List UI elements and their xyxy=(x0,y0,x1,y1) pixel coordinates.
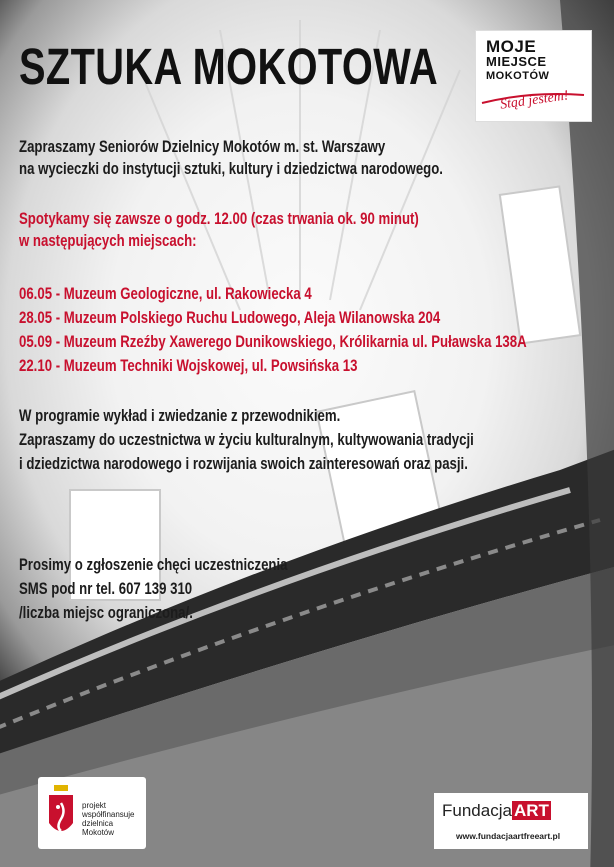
page-title: SZTUKA MOKOTOWA xyxy=(19,38,439,95)
meeting-line-2: w następujących miejscach: xyxy=(19,232,197,250)
event-item: 05.09 - Muzeum Rzeźby Xawerego Dunikowskiego, Królikarnia ul. Puławska 138A xyxy=(19,333,527,351)
meeting-line-1: Spotykamy się zawsze o godz. 12.00 (czas trwania ok. 90 minut) xyxy=(19,210,419,228)
fundacja-art-logo xyxy=(434,793,588,849)
event-item: 28.05 - Muzeum Polskiego Ruchu Ludowego, Aleja Wilanowska 204 xyxy=(19,309,441,327)
intro-line-2: na wycieczki do instytucji sztuki, kultury i dziedzictwa narodowego. xyxy=(19,160,443,178)
cofinance-line: dzielnica xyxy=(82,819,114,828)
logo-line-2: MIEJSCE xyxy=(486,54,547,69)
logo-line-1: MOJE xyxy=(486,37,537,56)
cofinance-line: współfinansuje xyxy=(82,810,135,819)
signup-line-1: Prosimy o zgłoszenie chęci uczestniczenia xyxy=(19,556,288,574)
foundation-name xyxy=(442,801,551,821)
cofinance-text xyxy=(82,801,134,837)
program-line-2: Zapraszamy do uczestnictwa w życiu kulturalnym, kultywowania tradycji xyxy=(19,431,474,449)
intro-line-1: Zapraszamy Seniorów Dzielnicy Mokotów m. st. Warszawy xyxy=(19,138,386,156)
foundation-art-badge: ART xyxy=(513,801,549,820)
program-line-1: W programie wykład i zwiedzanie z przewodnikiem. xyxy=(19,407,341,425)
foundation-url: www.fundacjaartfreeart.pl xyxy=(456,831,561,841)
moje-miejsce-mokotow-logo xyxy=(475,30,592,122)
cofinance-line: projekt xyxy=(82,801,107,810)
mokotow-cofinance-logo xyxy=(38,777,146,849)
cofinance-line: Mokotów xyxy=(82,828,115,837)
event-item: 22.10 - Muzeum Techniki Wojskowej, ul. Powsińska 13 xyxy=(19,357,358,375)
warsaw-crest-icon xyxy=(46,783,76,841)
foundation-name-text: Fundacja xyxy=(442,801,512,820)
logo-line-3: MOKOTÓW xyxy=(486,70,550,82)
program-line-3: i dziedzictwa narodowego i rozwijania swoich zainteresowań oraz pasji. xyxy=(19,455,468,473)
signup-line-3: /liczba miejsc ograniczona/. xyxy=(19,604,193,622)
logo-wordmark xyxy=(486,39,549,84)
event-item: 06.05 - Muzeum Geologiczne, ul. Rakowiecka 4 xyxy=(19,285,312,303)
logo-slogan: Stąd jestem! xyxy=(499,88,570,113)
signup-phone: SMS pod nr tel. 607 139 310 xyxy=(19,580,193,598)
